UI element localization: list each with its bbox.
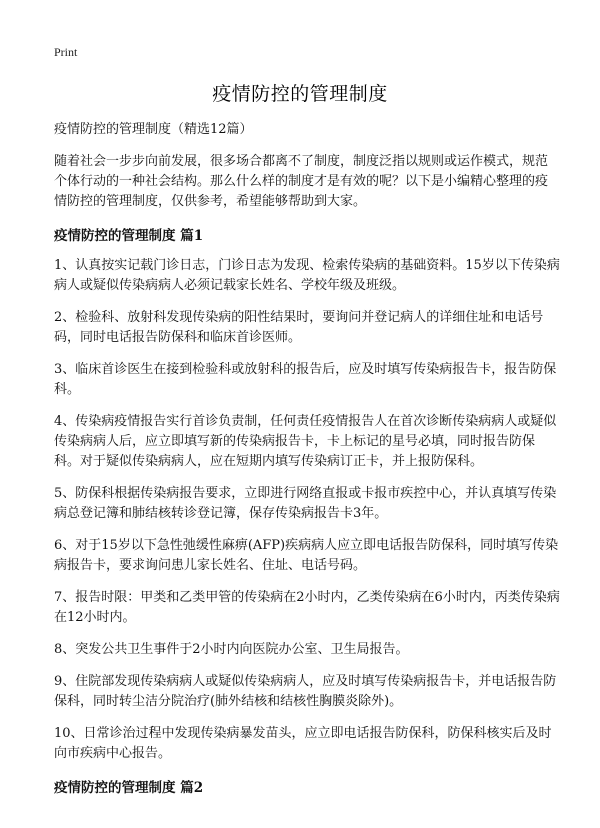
rule-paragraph-1: 1、认真按实记载门诊日志，门诊日志为发现、检索传染病的基础资料。15岁以下传染病病人或疑似传染病病人必须记载家长姓名、学校年级及班级。 <box>54 258 560 293</box>
section-heading: 疫情防控的管理制度 篇2 <box>54 780 204 796</box>
document-body <box>54 120 560 808</box>
rule-paragraph-6: 6、对于15岁以下急性弛缓性麻痹(AFP)疾病病人应立即电话报告防保科，同时填写传染病报告卡，要求询问患儿家长姓名、住址、电话号码。 <box>54 538 559 573</box>
rule-paragraph-8: 8、突发公共卫生事件于2小时内向医院办公室、卫生局报告。 <box>54 642 409 657</box>
section-2 <box>54 778 560 798</box>
rule-paragraph-10: 10、日常诊治过程中发现传染病暴发苗头，应立即电话报告防保科，防保科核实后及时向市疾病中心报告。 <box>54 726 552 761</box>
section-1 <box>54 226 560 764</box>
rule-paragraph-4: 4、传染病疫情报告实行首诊负责制，任何责任疫情报告人在首次诊断传染病病人或疑似传染病病人后，应立即填写新的传染病报告卡，卡上标记的星号必填，同时报告防保科。对于疑似传染病病人，应在短期内填写传染病订正卡，并上报防保科。 <box>54 414 557 469</box>
intro-paragraph: 随着社会一步步向前发展，很多场合都离不了制度，制度泛指以规则或运作模式，规范个体行动的一种社会结构。那么什么样的制度才是有效的呢？以下是小编精心整理的疫情防控的管理制度，仅供参考，希望能够帮助到大家。 <box>54 154 549 209</box>
document-subtitle: 疫情防控的管理制度（精选12篇） <box>54 122 253 137</box>
rule-paragraph-5: 5、防保科根据传染病报告要求，立即进行网络直报或卡报市疾控中心，并认真填写传染病总登记簿和肺结核转诊登记簿，保存传染病报告卡3年。 <box>54 486 557 521</box>
rule-paragraph-2: 2、检验科、放射科发现传染病的阳性结果时，要询问并登记病人的详细住址和电话号码，同时电话报告防保科和临床首诊医师。 <box>54 310 544 345</box>
rule-paragraph-3: 3、临床首诊医生在接到检验科或放射科的报告后，应及时填写传染病报告卡，报告防保科。 <box>54 362 557 397</box>
rule-paragraph-9: 9、住院部发现传染病病人或疑似传染病病人，应及时填写传染病报告卡，并电话报告防保科，同时转尘洁分院治疗(肺外结核和结核性胸膜炎除外)。 <box>54 674 557 709</box>
document-title: 疫情防控的管理制度 <box>212 83 388 105</box>
rule-paragraph-7: 7、报告时限：甲类和乙类甲管的传染病在2小时内，乙类传染病在6小时内，丙类传染病在12小时内。 <box>54 590 560 625</box>
print-link[interactable]: Print <box>54 45 78 59</box>
section-heading: 疫情防控的管理制度 篇1 <box>54 228 204 244</box>
